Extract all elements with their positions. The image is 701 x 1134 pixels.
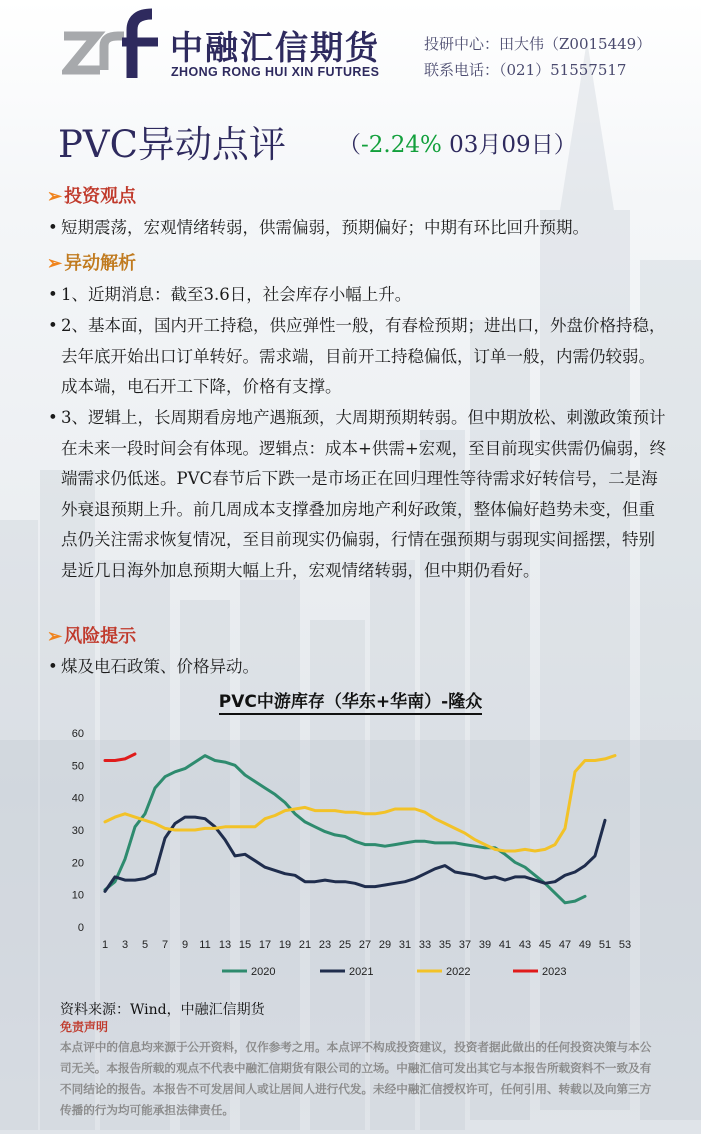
x-tick-label: 39 [478, 939, 492, 951]
x-tick-label: 31 [398, 939, 412, 951]
x-tick-label: 29 [378, 939, 392, 951]
chart-title-text: PVC中游库存（华东+华南）-隆众 [219, 692, 482, 715]
x-tick-label: 1 [101, 939, 109, 951]
section-heading-label: 风险提示 [64, 626, 137, 647]
y-axis-ticks [72, 728, 84, 934]
x-tick-label: 33 [418, 939, 432, 951]
x-tick-label: 37 [458, 939, 472, 951]
legend-label: 2021 [349, 966, 374, 978]
x-axis-ticks [102, 939, 631, 951]
price-change: -2.24% [361, 132, 442, 158]
legend-label: 2023 [542, 966, 567, 978]
view-text: 短期震荡，宏观情绪转弱，供需偏弱，预期偏好；中期有环比回升预期。 [61, 218, 589, 237]
y-tick-label: 60 [71, 728, 84, 740]
company-name-cn: 中融汇信期货 [170, 28, 380, 67]
analysis-item-1 [48, 280, 668, 311]
chart-legend [222, 966, 566, 978]
report-date: 03月09日） [441, 132, 577, 158]
x-tick-label: 15 [238, 939, 252, 951]
view-paragraph [48, 213, 668, 244]
page-title: PVC异动点评 [58, 123, 286, 166]
x-tick-label: 19 [278, 939, 292, 951]
analysis-item-3 [48, 403, 668, 586]
chart-title [0, 687, 701, 712]
y-tick-label: 50 [71, 760, 84, 773]
disclaimer-text: 本点评中的信息均来源于公开资料，仅作参考之用。本点评不构成投资建议，投资者据此做出的任何投资决策与本公司无关。本报告所载的观点不代表中融汇信期货有限公司的立场。中融汇信可发出其它与本报告所载资料不一致及有不同结论的报告。本报告不可发居间人或让居间人进行代发。未经中融汇信授权许可，任何引用、转载以及向第三方传播的行为均可能承担法律责任。 [60, 1040, 652, 1117]
risk-paragraph [48, 652, 668, 683]
x-tick-label: 7 [161, 939, 169, 951]
section-heading-label: 投资观点 [64, 186, 137, 207]
section-heading-analysis [47, 249, 136, 275]
x-tick-label: 43 [518, 939, 532, 951]
y-tick-label: 30 [71, 825, 84, 837]
y-tick-label: 20 [71, 857, 84, 870]
x-tick-label: 13 [218, 939, 232, 951]
analysis-text: 2、基本面，国内开工持稳，供应弹性一般，有春检预期；进出口，外盘价格持稳，去年底开始出口订单转好。需求端，目前开工持稳偏低，订单一般，内需仍较弱。成本端，电石开工下降，价格有支撑。 [61, 316, 666, 396]
x-tick-label: 11 [199, 939, 211, 951]
x-tick-label: 17 [258, 939, 272, 951]
y-tick-label: 10 [71, 889, 84, 902]
title-open-paren: （ [338, 132, 361, 158]
x-tick-label: 49 [578, 939, 592, 951]
analysis-text: 1、近期消息：截至3.6日，社会库存小幅上升。 [61, 285, 412, 304]
x-tick-label: 21 [298, 939, 312, 951]
section-heading-label: 异动解析 [64, 253, 137, 274]
x-tick-label: 3 [121, 939, 129, 951]
legend-label: 2022 [446, 966, 471, 978]
section-arrow-icon: ➢ [47, 253, 63, 274]
bullet-icon: • [48, 218, 58, 237]
risk-text: 煤及电石政策、价格异动。 [61, 657, 259, 676]
series-line-2021 [105, 817, 605, 891]
company-logo-icon [62, 8, 162, 80]
inventory-line-chart [0, 715, 701, 995]
series-lines [105, 754, 615, 903]
x-tick-label: 27 [358, 939, 372, 951]
analysis-text: 3、逻辑上，长周期看房地产遇瓶颈，大周期预期转弱。但中期放松、刺激政策预计在未来一段时间会有体现。逻辑点：成本+供需+宏观，至目前现实供需仍偏弱，终端需求仍低迷。PVC春节后下跌一是市场正在回归理性等待需求好转信号，二是海外衰退预期上升。前几周成本支撑叠加房地产利好政策，整体偏好趋势未变，但重点仍关注需求恢复情况，至目前现实仍偏弱，行情在强预期与弱现实间摇摆，特别是近几日海外加息预期大幅上升，宏观情绪转弱，但中期仍看好。 [61, 408, 667, 580]
bullet-icon: • [48, 285, 58, 304]
x-tick-label: 9 [181, 939, 189, 951]
bullet-icon: • [48, 657, 58, 676]
data-source: 资料来源：Wind，中融汇信期货 [60, 1002, 265, 1018]
section-heading-risk [47, 622, 136, 648]
analyst-info: 投研中心：田大伟（Z0015449） [424, 35, 652, 53]
analysis-item-2 [48, 311, 668, 403]
section-arrow-icon: ➢ [47, 186, 63, 207]
legend-label: 2020 [251, 966, 276, 978]
x-tick-label: 5 [141, 939, 149, 951]
section-arrow-icon: ➢ [47, 626, 63, 647]
x-tick-label: 51 [598, 939, 612, 951]
x-tick-label: 41 [498, 939, 512, 951]
x-tick-label: 45 [538, 939, 552, 951]
x-tick-label: 35 [438, 939, 452, 951]
x-tick-label: 23 [318, 939, 332, 951]
section-heading-view [47, 182, 136, 208]
company-name-en: ZHONG RONG HUI XIN FUTURES [171, 65, 380, 79]
x-tick-label: 47 [558, 939, 572, 951]
x-tick-label: 25 [338, 939, 352, 951]
series-line-2023 [105, 754, 135, 761]
y-tick-label: 40 [71, 792, 84, 805]
title-subtitle [338, 126, 577, 159]
bullet-icon: • [48, 408, 58, 427]
x-tick-label: 53 [618, 939, 632, 951]
y-tick-label: 0 [77, 922, 84, 934]
bullet-icon: • [48, 316, 58, 335]
disclaimer-title: 免责声明 [60, 1020, 109, 1034]
phone-info: 联系电话：（021）51557517 [424, 61, 627, 79]
